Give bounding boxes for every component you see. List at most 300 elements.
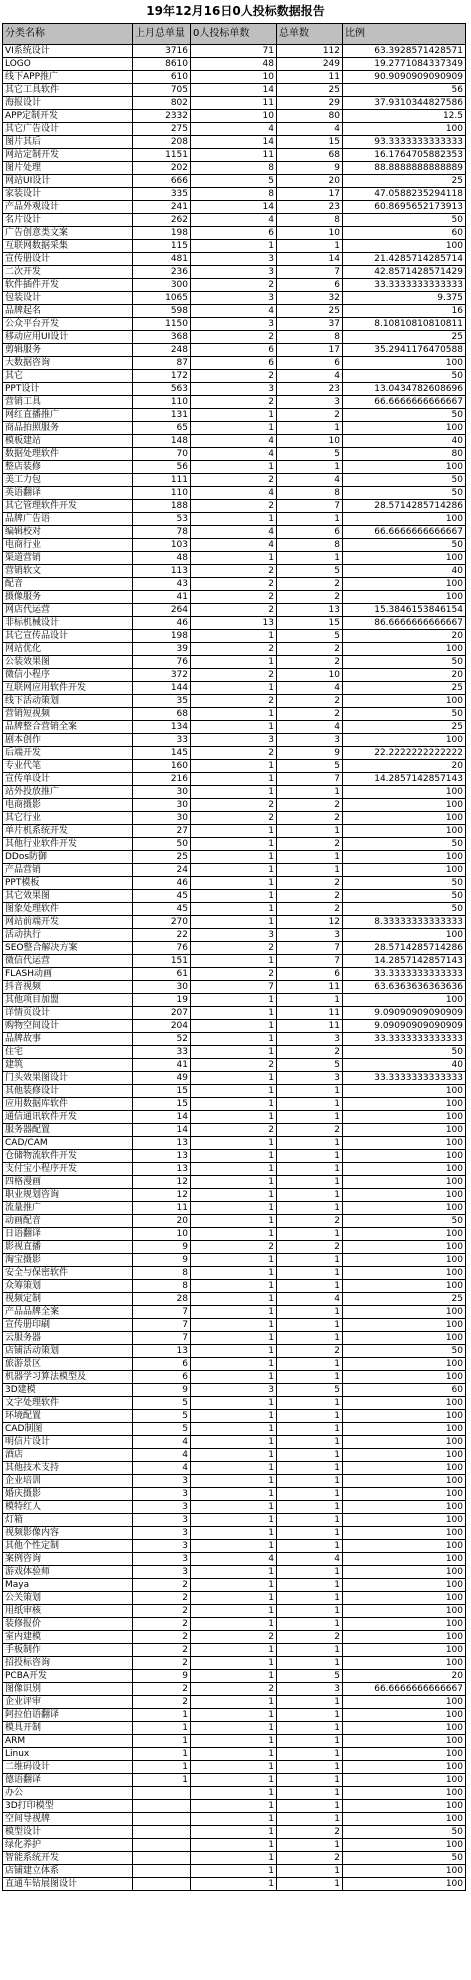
table-row (3, 1566, 466, 1579)
last-month-cell: 2 (133, 1657, 191, 1670)
last-month-cell: 13 (133, 1137, 191, 1150)
ratio-cell: 100 (343, 734, 466, 747)
category-cell: 网站UI设计 (3, 175, 133, 188)
zero-bid-cell: 4 (191, 1553, 277, 1566)
ratio-cell: 93.3333333333333 (343, 136, 466, 149)
ratio-cell: 100 (343, 1150, 466, 1163)
last-month-cell: 61 (133, 968, 191, 981)
last-month-cell: 2 (133, 1618, 191, 1631)
category-cell: 编辑校对 (3, 526, 133, 539)
category-cell: 3D打印模型 (3, 1800, 133, 1813)
total-cell: 10 (277, 669, 343, 682)
zero-bid-cell: 14 (191, 136, 277, 149)
zero-bid-cell: 10 (191, 110, 277, 123)
table-row (3, 1553, 466, 1566)
category-cell: 其他个性定制 (3, 1540, 133, 1553)
ratio-cell: 100 (343, 1306, 466, 1319)
total-cell: 7 (277, 500, 343, 513)
category-cell: CAD/CAM (3, 1137, 133, 1150)
table-row (3, 552, 466, 565)
table-row (3, 422, 466, 435)
zero-bid-cell: 2 (191, 396, 277, 409)
zero-bid-cell: 1 (191, 1735, 277, 1748)
last-month-cell: 610 (133, 71, 191, 84)
zero-bid-cell: 1 (191, 1176, 277, 1189)
total-cell: 1 (277, 1254, 343, 1267)
zero-bid-cell: 6 (191, 344, 277, 357)
last-month-cell: 14 (133, 1124, 191, 1137)
category-cell: 视频影像内容 (3, 1527, 133, 1540)
category-cell: DDos防御 (3, 851, 133, 864)
total-cell: 1 (277, 1839, 343, 1852)
ratio-cell: 100 (343, 240, 466, 253)
zero-bid-cell: 2 (191, 799, 277, 812)
total-cell: 3 (277, 734, 343, 747)
total-cell: 1 (277, 1306, 343, 1319)
zero-bid-cell: 3 (191, 266, 277, 279)
ratio-cell: 22.2222222222222 (343, 747, 466, 760)
total-cell: 7 (277, 773, 343, 786)
category-cell: 移动应用UI设计 (3, 331, 133, 344)
table-row (3, 1696, 466, 1709)
zero-bid-cell: 6 (191, 357, 277, 370)
total-cell: 1 (277, 1787, 343, 1800)
last-month-cell: 335 (133, 188, 191, 201)
total-cell: 7 (277, 942, 343, 955)
category-cell: 其他装修设计 (3, 1085, 133, 1098)
ratio-cell: 35.2941176470588 (343, 344, 466, 357)
ratio-cell: 100 (343, 1865, 466, 1878)
zero-bid-cell: 6 (191, 227, 277, 240)
table-row (3, 71, 466, 84)
total-cell: 1 (277, 1774, 343, 1787)
ratio-cell: 50 (343, 409, 466, 422)
total-cell: 11 (277, 1007, 343, 1020)
zero-bid-cell: 1 (191, 513, 277, 526)
total-cell: 1 (277, 1579, 343, 1592)
category-cell: ARM (3, 1735, 133, 1748)
category-cell: 品牌起名 (3, 305, 133, 318)
ratio-cell: 33.3333333333333 (343, 1072, 466, 1085)
table-row (3, 565, 466, 578)
ratio-cell: 100 (343, 786, 466, 799)
ratio-cell: 100 (343, 1631, 466, 1644)
last-month-cell: 50 (133, 838, 191, 851)
zero-bid-cell: 4 (191, 487, 277, 500)
ratio-cell: 100 (343, 929, 466, 942)
total-cell: 1 (277, 1436, 343, 1449)
zero-bid-cell: 1 (191, 1163, 277, 1176)
zero-bid-cell: 1 (191, 1397, 277, 1410)
table-row (3, 1683, 466, 1696)
table-row (3, 474, 466, 487)
category-cell: FLASH动画 (3, 968, 133, 981)
total-cell: 2 (277, 578, 343, 591)
ratio-cell: 14.2857142857143 (343, 955, 466, 968)
table-row (3, 1774, 466, 1787)
last-month-cell (133, 1878, 191, 1891)
zero-bid-cell: 1 (191, 1267, 277, 1280)
ratio-cell: 50 (343, 214, 466, 227)
category-cell: 非标机械设计 (3, 617, 133, 630)
category-cell: 绿化养护 (3, 1839, 133, 1852)
category-cell: 产品营销 (3, 864, 133, 877)
total-cell: 1 (277, 1371, 343, 1384)
table-row (3, 1293, 466, 1306)
category-cell: 建筑 (3, 1059, 133, 1072)
last-month-cell: 113 (133, 565, 191, 578)
ratio-cell: 100 (343, 1319, 466, 1332)
report-title: 19年12月16日0人投标数据报告 (146, 4, 325, 18)
zero-bid-cell: 1 (191, 1436, 277, 1449)
ratio-cell: 100 (343, 578, 466, 591)
category-cell: 网站定制开发 (3, 149, 133, 162)
zero-bid-cell: 1 (191, 721, 277, 734)
zero-bid-cell: 1 (191, 1865, 277, 1878)
zero-bid-cell: 4 (191, 123, 277, 136)
table-row (3, 591, 466, 604)
ratio-cell: 60.8695652173913 (343, 201, 466, 214)
total-cell: 23 (277, 201, 343, 214)
last-month-cell: 5 (133, 1410, 191, 1423)
table-row (3, 500, 466, 513)
total-cell: 1 (277, 1800, 343, 1813)
last-month-cell: 2 (133, 1631, 191, 1644)
total-cell: 1 (277, 1722, 343, 1735)
ratio-cell: 66.6666666666667 (343, 1683, 466, 1696)
category-cell: 二维码设计 (3, 1761, 133, 1774)
zero-bid-cell: 1 (191, 1085, 277, 1098)
category-cell: 后端开发 (3, 747, 133, 760)
table-row (3, 1644, 466, 1657)
zero-bid-cell: 3 (191, 318, 277, 331)
ratio-cell: 100 (343, 994, 466, 1007)
ratio-cell: 100 (343, 1787, 466, 1800)
total-cell: 2 (277, 591, 343, 604)
total-cell: 1 (277, 825, 343, 838)
last-month-cell: 33 (133, 1046, 191, 1059)
last-month-cell: 1150 (133, 318, 191, 331)
ratio-cell: 20 (343, 1670, 466, 1683)
zero-bid-cell: 1 (191, 1774, 277, 1787)
table-row (3, 344, 466, 357)
total-cell: 2 (277, 409, 343, 422)
category-cell: 公关策划 (3, 1592, 133, 1605)
total-cell: 1 (277, 1462, 343, 1475)
zero-bid-cell: 2 (191, 578, 277, 591)
total-cell: 1 (277, 1657, 343, 1670)
category-cell: 名片设计 (3, 214, 133, 227)
last-month-cell: 10 (133, 1228, 191, 1241)
last-month-cell: 236 (133, 266, 191, 279)
total-cell: 5 (277, 565, 343, 578)
zero-bid-cell: 4 (191, 448, 277, 461)
total-cell: 11 (277, 71, 343, 84)
category-cell: CAD制图 (3, 1423, 133, 1436)
table-row (3, 279, 466, 292)
total-cell: 3 (277, 1033, 343, 1046)
category-cell: 模具开制 (3, 1722, 133, 1735)
zero-bid-cell: 1 (191, 1410, 277, 1423)
table-row (3, 1826, 466, 1839)
zero-bid-cell: 2 (191, 1124, 277, 1137)
table-row (3, 201, 466, 214)
zero-bid-cell: 3 (191, 253, 277, 266)
total-cell: 23 (277, 383, 343, 396)
table-row (3, 1202, 466, 1215)
last-month-cell: 666 (133, 175, 191, 188)
last-month-cell: 275 (133, 123, 191, 136)
total-cell: 4 (277, 1293, 343, 1306)
category-cell: 通信通讯软件开发 (3, 1111, 133, 1124)
ratio-cell: 50 (343, 1826, 466, 1839)
zero-bid-cell: 1 (191, 786, 277, 799)
ratio-cell: 50 (343, 838, 466, 851)
ratio-cell: 100 (343, 422, 466, 435)
last-month-cell: 28 (133, 1293, 191, 1306)
ratio-cell: 20 (343, 630, 466, 643)
last-month-cell: 4 (133, 1436, 191, 1449)
ratio-cell: 100 (343, 1579, 466, 1592)
table-row (3, 435, 466, 448)
category-cell: 智能系统开发 (3, 1852, 133, 1865)
zero-bid-cell: 2 (191, 474, 277, 487)
zero-bid-cell: 8 (191, 188, 277, 201)
table-row (3, 1059, 466, 1072)
category-cell: 营销工具 (3, 396, 133, 409)
total-cell: 20 (277, 175, 343, 188)
last-month-cell (133, 1787, 191, 1800)
last-month-cell: 45 (133, 890, 191, 903)
zero-bid-cell: 1 (191, 994, 277, 1007)
total-cell: 2 (277, 890, 343, 903)
table-row (3, 84, 466, 97)
category-cell: 其它宣传品设计 (3, 630, 133, 643)
total-cell: 2 (277, 695, 343, 708)
ratio-cell: 100 (343, 357, 466, 370)
total-cell: 9 (277, 162, 343, 175)
last-month-cell: 144 (133, 682, 191, 695)
table-row (3, 877, 466, 890)
total-cell: 1 (277, 1423, 343, 1436)
table-row (3, 461, 466, 474)
last-month-cell: 1151 (133, 149, 191, 162)
zero-bid-cell: 1 (191, 1644, 277, 1657)
table-row (3, 1670, 466, 1683)
table-row (3, 1124, 466, 1137)
table-row (3, 487, 466, 500)
zero-bid-cell: 1 (191, 1215, 277, 1228)
zero-bid-cell: 3 (191, 292, 277, 305)
category-cell: 美工力包 (3, 474, 133, 487)
last-month-cell: 270 (133, 916, 191, 929)
table-row (3, 448, 466, 461)
last-month-cell: 3 (133, 1566, 191, 1579)
zero-bid-cell: 2 (191, 669, 277, 682)
last-month-cell: 300 (133, 279, 191, 292)
last-month-cell: 76 (133, 942, 191, 955)
category-cell: 其他项目加盟 (3, 994, 133, 1007)
category-cell: PPT设计 (3, 383, 133, 396)
zero-bid-cell: 13 (191, 617, 277, 630)
category-cell: 品牌广告语 (3, 513, 133, 526)
category-cell: 日语翻译 (3, 1228, 133, 1241)
ratio-cell: 100 (343, 461, 466, 474)
ratio-cell: 100 (343, 1189, 466, 1202)
zero-bid-cell: 4 (191, 539, 277, 552)
category-cell: 详情页设计 (3, 1007, 133, 1020)
zero-bid-cell: 1 (191, 1605, 277, 1618)
table-row (3, 97, 466, 110)
category-cell: 四格漫画 (3, 1176, 133, 1189)
zero-bid-cell: 1 (191, 1540, 277, 1553)
table-row (3, 1813, 466, 1826)
total-cell: 1 (277, 1228, 343, 1241)
zero-bid-cell: 1 (191, 1358, 277, 1371)
last-month-cell: 1 (133, 1774, 191, 1787)
total-cell: 2 (277, 812, 343, 825)
category-cell: 购物空间设计 (3, 1020, 133, 1033)
ratio-cell: 50 (343, 656, 466, 669)
ratio-cell: 66.6666666666667 (343, 526, 466, 539)
ratio-cell: 100 (343, 1397, 466, 1410)
last-month-cell: 1 (133, 1722, 191, 1735)
total-cell: 15 (277, 136, 343, 149)
total-cell: 7 (277, 266, 343, 279)
last-month-cell: 110 (133, 396, 191, 409)
table-row (3, 630, 466, 643)
zero-bid-cell: 1 (191, 851, 277, 864)
header-zero-bid: 0人投标单数 (191, 24, 277, 45)
last-month-cell: 198 (133, 630, 191, 643)
last-month-cell: 9 (133, 1254, 191, 1267)
ratio-cell: 12.5 (343, 110, 466, 123)
category-cell: 其它广告设计 (3, 123, 133, 136)
table-row (3, 1592, 466, 1605)
last-month-cell: 3 (133, 1553, 191, 1566)
category-cell: 配音 (3, 578, 133, 591)
table-row (3, 955, 466, 968)
ratio-cell: 100 (343, 799, 466, 812)
category-cell: 微信代运营 (3, 955, 133, 968)
category-cell: 网店代运营 (3, 604, 133, 617)
last-month-cell: 9 (133, 1670, 191, 1683)
category-cell: Linux (3, 1748, 133, 1761)
table-row (3, 1085, 466, 1098)
table-row (3, 318, 466, 331)
ratio-cell: 50 (343, 1345, 466, 1358)
last-month-cell: 8 (133, 1267, 191, 1280)
category-cell: 海报设计 (3, 97, 133, 110)
header-category: 分类名称 (3, 24, 133, 45)
total-cell: 4 (277, 682, 343, 695)
zero-bid-cell: 2 (191, 370, 277, 383)
category-cell: 宣传册设计 (3, 253, 133, 266)
total-cell: 8 (277, 214, 343, 227)
zero-bid-cell: 1 (191, 1228, 277, 1241)
ratio-cell: 50 (343, 487, 466, 500)
category-cell: 门头效果图设计 (3, 1072, 133, 1085)
last-month-cell: 30 (133, 786, 191, 799)
ratio-cell: 100 (343, 1839, 466, 1852)
last-month-cell: 13 (133, 1345, 191, 1358)
category-cell: 其它 (3, 370, 133, 383)
table-row (3, 1540, 466, 1553)
category-cell: 机器学习算法模型及 (3, 1371, 133, 1384)
category-cell: PCBA开发 (3, 1670, 133, 1683)
table-row (3, 916, 466, 929)
zero-bid-cell: 1 (191, 1020, 277, 1033)
ratio-cell: 100 (343, 864, 466, 877)
zero-bid-cell: 1 (191, 1202, 277, 1215)
zero-bid-cell: 1 (191, 1150, 277, 1163)
table-row (3, 786, 466, 799)
category-cell: 模板建站 (3, 435, 133, 448)
ratio-cell: 19.2771084337349 (343, 58, 466, 71)
table-row (3, 1839, 466, 1852)
total-cell: 37 (277, 318, 343, 331)
total-cell: 5 (277, 1670, 343, 1683)
table-row (3, 227, 466, 240)
total-cell: 5 (277, 1059, 343, 1072)
total-cell: 1 (277, 1501, 343, 1514)
table-row (3, 578, 466, 591)
ratio-cell: 100 (343, 1358, 466, 1371)
last-month-cell: 208 (133, 136, 191, 149)
zero-bid-cell: 2 (191, 500, 277, 513)
category-cell: 宣传册印刷 (3, 1319, 133, 1332)
zero-bid-cell: 2 (191, 695, 277, 708)
category-cell: 品牌故事 (3, 1033, 133, 1046)
table-row (3, 1605, 466, 1618)
table-row (3, 1423, 466, 1436)
total-cell: 1 (277, 513, 343, 526)
last-month-cell: 24 (133, 864, 191, 877)
table-row (3, 1488, 466, 1501)
table-row (3, 370, 466, 383)
zero-bid-cell: 1 (191, 1293, 277, 1306)
total-cell: 1 (277, 1410, 343, 1423)
zero-bid-cell: 1 (191, 1475, 277, 1488)
last-month-cell: 705 (133, 84, 191, 97)
last-month-cell: 172 (133, 370, 191, 383)
table-row (3, 1163, 466, 1176)
ratio-cell: 100 (343, 1800, 466, 1813)
ratio-cell: 50 (343, 1215, 466, 1228)
last-month-cell: 481 (133, 253, 191, 266)
last-month-cell: 41 (133, 1059, 191, 1072)
zero-bid-cell: 1 (191, 552, 277, 565)
last-month-cell: 11 (133, 1202, 191, 1215)
category-cell: 其它效果图 (3, 890, 133, 903)
last-month-cell: 2 (133, 1683, 191, 1696)
category-cell: 直通车钻展图设计 (3, 1878, 133, 1891)
ratio-cell: 100 (343, 1540, 466, 1553)
last-month-cell: 111 (133, 474, 191, 487)
ratio-cell: 100 (343, 591, 466, 604)
category-cell: 招投标咨询 (3, 1657, 133, 1670)
category-cell: 大数据咨询 (3, 357, 133, 370)
category-cell: 渠道营销 (3, 552, 133, 565)
ratio-cell: 100 (343, 812, 466, 825)
last-month-cell: 3 (133, 1475, 191, 1488)
category-cell: 环境配置 (3, 1410, 133, 1423)
last-month-cell: 198 (133, 227, 191, 240)
total-cell: 17 (277, 344, 343, 357)
ratio-cell: 100 (343, 1176, 466, 1189)
last-month-cell: 110 (133, 487, 191, 500)
category-cell: 线下活动策划 (3, 695, 133, 708)
